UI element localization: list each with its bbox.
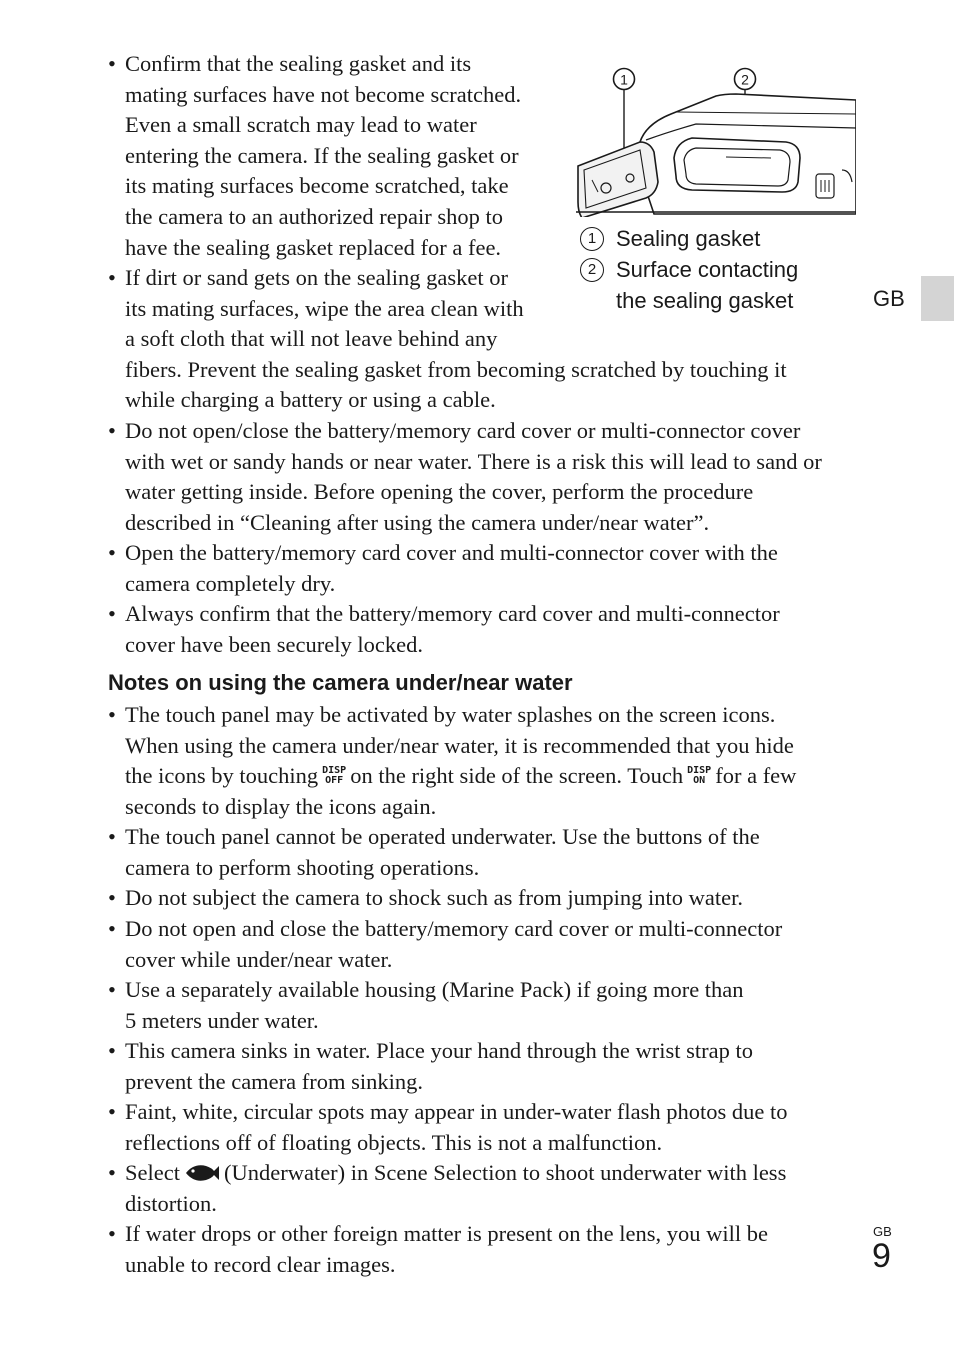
icon-text: OFF <box>325 775 344 787</box>
text-line <box>125 1158 786 1189</box>
bullet-marker: • <box>108 1160 116 1185</box>
text-line: When using the camera under/near water, it is recommended that you hide <box>125 732 794 758</box>
bullet-text-scene-selection <box>125 1158 786 1219</box>
language-label: GB <box>873 286 905 311</box>
icon-text: DISP <box>687 765 712 777</box>
bullet-text-shock <box>125 883 743 914</box>
caption-text: Surface contacting <box>616 257 799 282</box>
caption-number-1: 1 <box>580 227 604 251</box>
page-number: 9 <box>872 1237 891 1275</box>
text-line: prevent the camera from sinking. <box>125 1068 424 1094</box>
text-line: its mating surfaces become scratched, take <box>125 173 509 199</box>
bullet-marker: • <box>108 885 116 910</box>
text-line: Confirm that the sealing gasket and its <box>125 51 472 76</box>
text-line: The touch panel may be activated by water splashes on the screen icons. <box>125 702 776 727</box>
text-line: Do not open/close the battery/memory card cover or multi-connector cover <box>125 418 801 443</box>
camera-gasket-illustration <box>576 62 856 217</box>
caption-text: Sealing gasket <box>616 226 761 251</box>
text-segment: Select <box>125 1160 180 1185</box>
bullet-text-underwater-buttons <box>125 822 760 883</box>
text-line: water getting inside. Before opening the cover, perform the procedure <box>125 479 754 505</box>
text-line: described in “Cleaning after using the camera under/near water”. <box>125 509 710 535</box>
bullet-marker: • <box>108 702 116 727</box>
bullet-marker: • <box>108 824 116 849</box>
bullet-marker: • <box>108 601 116 626</box>
text-line: entering the camera. If the sealing gasket or <box>125 142 519 168</box>
text-line: camera completely dry. <box>125 570 336 596</box>
icon-text: ON <box>693 775 706 787</box>
caption-text: the sealing gasket <box>616 288 794 313</box>
text-line: camera to perform shooting operations. <box>125 854 480 880</box>
bullet-text-open-close-cover <box>125 416 822 538</box>
text-line: distortion. <box>125 1190 217 1216</box>
text-line: fibers. Prevent the sealing gasket from becoming scratched by touching it <box>125 356 787 382</box>
text-line: Open the battery/memory card cover and multi-connector cover with the <box>125 540 778 565</box>
text-line <box>125 761 796 792</box>
bullet-marker: • <box>108 51 116 76</box>
bullet-marker: • <box>108 1099 116 1124</box>
icon-text: DISP <box>322 765 347 777</box>
text-line: mating surfaces have not become scratched. <box>125 81 522 107</box>
text-line: Faint, white, circular spots may appear in under-water flash photos due to <box>125 1099 788 1124</box>
text-line: 5 meters under water. <box>125 1007 319 1033</box>
bullet-text-marine-pack <box>125 975 744 1036</box>
text-segment: (Underwater) in Scene Selection to shoot underwater with less <box>223 1160 787 1185</box>
svg-text:1: 1 <box>620 71 628 88</box>
bullet-marker: • <box>108 977 116 1002</box>
bullet-marker: • <box>108 540 116 565</box>
bullet-text-cover-underwater <box>125 914 782 975</box>
svg-text:2: 2 <box>741 71 749 88</box>
text-line: reflections off of floating objects. This is not a malfunction. <box>125 1129 663 1155</box>
caption-number-2: 2 <box>580 258 604 282</box>
text-line: cover while under/near water. <box>125 946 393 972</box>
bullet-text-locked <box>125 599 780 660</box>
bullet-marker: • <box>108 265 116 290</box>
text-segment: for a few <box>715 763 797 789</box>
bullet-marker: • <box>108 916 116 941</box>
page-language-label: GB <box>873 1224 892 1239</box>
bullet-text-flash-spots <box>125 1097 788 1158</box>
text-line: have the sealing gasket replaced for a fee. <box>125 234 502 260</box>
section-heading: Notes on using the camera under/near water <box>108 670 573 695</box>
text-line: Do not open and close the battery/memory card cover or multi-connector <box>125 916 783 941</box>
text-line: cover have been securely locked. <box>125 631 423 657</box>
bullet-text-dirt-sand <box>125 263 787 416</box>
text-line: This camera sinks in water. Place your hand through the wrist strap to <box>125 1038 753 1063</box>
text-line: the camera to an authorized repair shop to <box>125 203 503 229</box>
disp-on-icon <box>687 766 711 786</box>
text-line: a soft cloth that will not leave behind any <box>125 326 498 352</box>
disp-off-icon <box>322 766 346 786</box>
text-line: Always confirm that the battery/memory card cover and multi-connector <box>125 601 780 626</box>
text-line: seconds to display the icons again. <box>125 793 437 819</box>
section-tab <box>921 276 954 321</box>
bullet-text-lens-drops <box>125 1219 768 1280</box>
text-line: If water drops or other foreign matter is present on the lens, you will be <box>125 1221 768 1246</box>
bullet-text-touch-panel <box>125 700 796 822</box>
bullet-text-dry <box>125 538 778 599</box>
text-line: Do not subject the camera to shock such as from jumping into water. <box>125 885 743 910</box>
text-line: unable to record clear images. <box>125 1251 396 1277</box>
callout-1 <box>614 69 635 155</box>
text-line: its mating surfaces, wipe the area clean with <box>125 295 524 321</box>
text-line: If dirt or sand gets on the sealing gasket or <box>125 265 509 290</box>
bullet-text-sinks <box>125 1036 753 1097</box>
text-segment: the icons by touching <box>125 763 319 789</box>
text-segment: on the right side of the screen. Touch <box>350 763 684 789</box>
text-line: while charging a battery or using a cable. <box>125 387 496 413</box>
text-line: The touch panel cannot be operated underwater. Use the buttons of the <box>125 824 760 849</box>
bullet-marker: • <box>108 1038 116 1063</box>
text-line: Use a separately available housing (Marine Pack) if going more than <box>125 977 744 1002</box>
bullet-text-gasket-scratch <box>125 49 521 263</box>
text-line: Even a small scratch may lead to water <box>125 112 477 138</box>
bullet-marker: • <box>108 1221 116 1246</box>
bullet-marker: • <box>108 418 116 443</box>
text-line: with wet or sandy hands or near water. There is a risk this will lead to sand or <box>125 448 822 474</box>
fish-icon <box>184 1163 220 1183</box>
